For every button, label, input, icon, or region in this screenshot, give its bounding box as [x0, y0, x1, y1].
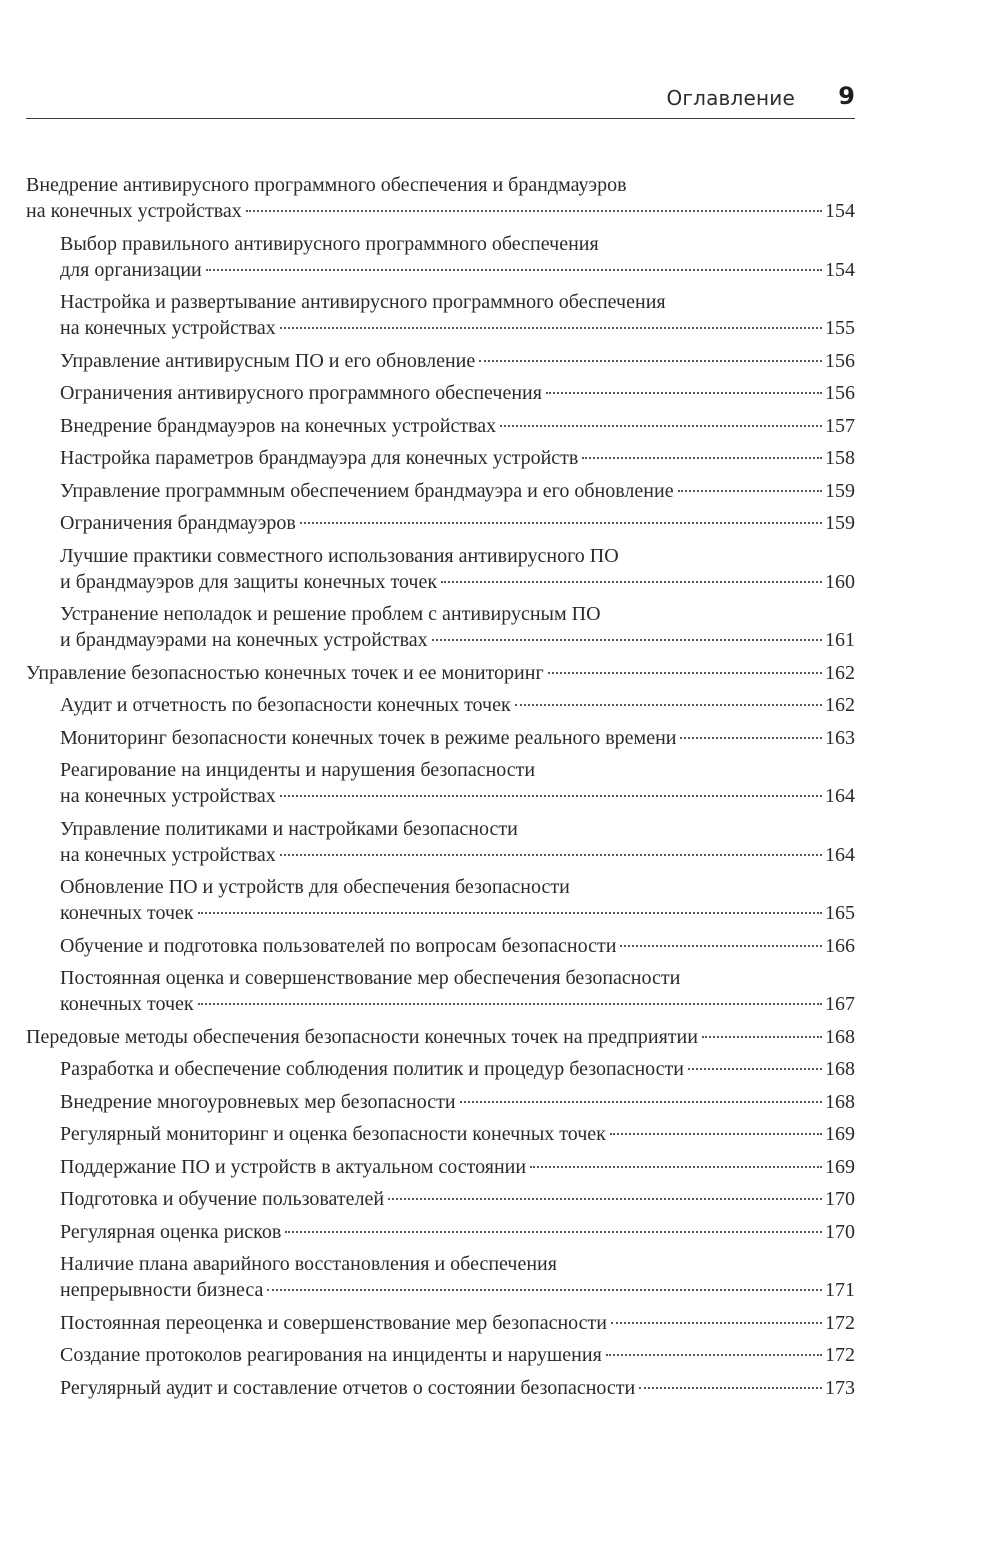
toc-page-number: 164 — [825, 843, 855, 866]
toc-subsection-entry — [26, 510, 855, 536]
toc-entry-last-line — [26, 660, 855, 686]
toc-entry-text-line: Устранение неполадок и решение проблем с антивирусным ПО — [60, 603, 601, 625]
toc-subsection-entry — [26, 1121, 855, 1147]
toc-entry-text-line: Реагирование на инциденты и нарушения безопасности — [60, 759, 536, 781]
toc-entry-text-line: Создание протоколов реагирования на инциденты и нарушения — [60, 1344, 602, 1366]
dot-leader — [246, 210, 822, 212]
dot-leader — [702, 1036, 822, 1038]
toc-entry-last-line — [60, 1154, 855, 1180]
dot-leader — [582, 457, 822, 459]
toc-page-number: 172 — [825, 1344, 855, 1366]
toc-entry-text-line: Аудит и отчетность по безопасности конечных точек — [60, 694, 511, 716]
toc-page-number: 162 — [825, 661, 855, 684]
toc-section-entry — [26, 1024, 855, 1050]
toc-subsection-entry — [26, 933, 855, 959]
dot-leader — [441, 581, 822, 583]
toc-entry-text-line: Обновление ПО и устройств для обеспечения безопасности — [60, 876, 570, 898]
toc-subsection-entry — [26, 692, 855, 718]
toc-entry-text-line: Регулярный аудит и составление отчетов о состоянии безопасности — [60, 1376, 636, 1399]
toc-page-number: 156 — [825, 349, 855, 372]
toc-subsection-entry — [26, 1219, 855, 1245]
toc-page-number: 168 — [825, 1025, 855, 1048]
toc-entry-last-line — [60, 627, 855, 653]
toc-entry-last-line — [60, 991, 855, 1017]
toc-page-number: 155 — [825, 317, 855, 339]
toc-entry-text-line: Внедрение брандмауэров на конечных устройствах — [60, 414, 497, 437]
toc-subsection-entry — [26, 1056, 855, 1082]
dot-leader — [639, 1387, 822, 1389]
toc-entry-last-line — [60, 1186, 855, 1212]
toc-page-number: 154 — [825, 200, 855, 222]
toc-page-number: 164 — [825, 785, 855, 807]
toc-subsection-entry — [26, 757, 855, 809]
header-title: Оглавление — [666, 86, 795, 110]
toc-page-number: 173 — [825, 1376, 855, 1399]
toc-entry-last-line — [60, 445, 855, 471]
toc-entry-text-line: на конечных устройствах — [60, 843, 276, 866]
toc-entry-text-line: и брандмауэров для защиты конечных точек — [60, 570, 438, 593]
dot-leader — [680, 737, 822, 739]
toc-entry-last-line — [60, 1056, 855, 1082]
toc-page-number: 158 — [825, 447, 855, 469]
toc-page-number: 161 — [825, 629, 855, 651]
dot-leader — [479, 360, 822, 362]
toc-section-entry — [26, 172, 855, 224]
toc-entry-text-line: Мониторинг безопасности конечных точек в режиме реального времени — [60, 726, 677, 749]
toc-entry-last-line — [60, 1089, 855, 1115]
dot-leader — [285, 1231, 822, 1233]
toc-entry-text-line: Регулярный мониторинг и оценка безопасности конечных точек — [60, 1123, 606, 1145]
toc-page-number: 172 — [825, 1311, 855, 1334]
toc-entry-last-line — [60, 348, 855, 374]
toc-subsection-entry — [26, 601, 855, 653]
toc-entry-text-line: Внедрение антивирусного программного обеспечения и брандмауэров — [26, 174, 627, 196]
toc-entry-text-line: конечных точек — [60, 993, 194, 1015]
toc-entry-text-line: непрерывности бизнеса — [60, 1279, 264, 1301]
toc-entry-last-line — [60, 257, 855, 283]
toc-entry-last-line — [60, 725, 855, 751]
toc-entry-text-line: и брандмауэрами на конечных устройствах — [60, 629, 428, 651]
toc-entry-last-line — [60, 842, 855, 868]
dot-leader — [500, 425, 822, 427]
dot-leader — [388, 1198, 822, 1200]
toc-page-number: 159 — [825, 512, 855, 534]
toc-entry-last-line — [60, 900, 855, 926]
toc-page-number: 163 — [825, 726, 855, 749]
toc-subsection-entry — [26, 816, 855, 868]
toc-entry-last-line — [60, 1342, 855, 1368]
toc-entry-last-line — [60, 1219, 855, 1245]
toc-subsection-entry — [26, 1375, 855, 1401]
toc-subsection-entry — [26, 1089, 855, 1115]
toc-subsection-entry — [26, 413, 855, 439]
toc-entry-last-line — [60, 1310, 855, 1336]
toc-entry-text-line: на конечных устройствах — [60, 317, 276, 339]
toc-entry-text-line: Наличие плана аварийного восстановления и обеспечения — [60, 1253, 557, 1275]
toc-page-number: 166 — [825, 934, 855, 957]
toc-entry-text-line: Управление антивирусным ПО и его обновление — [60, 349, 476, 372]
dot-leader — [515, 704, 822, 706]
toc-entry-text-line: Настройка параметров брандмауэра для конечных устройств — [60, 447, 579, 469]
toc-entry-text-line: на конечных устройствах — [26, 200, 242, 222]
toc-page-number: 168 — [825, 1090, 855, 1113]
toc-subsection-entry — [26, 965, 855, 1017]
dot-leader — [432, 639, 822, 641]
dot-leader — [460, 1101, 822, 1103]
dot-leader — [280, 854, 822, 856]
toc-subsection-entry — [26, 445, 855, 471]
toc-entry-text-line: Управление программным обеспечением брандмауэра и его обновление — [60, 479, 674, 502]
toc-subsection-entry — [26, 1186, 855, 1212]
toc-entry-text-line: Лучшие практики совместного использования антивирусного ПО — [60, 544, 619, 567]
toc-entry-text-line: Управление политиками и настройками безопасности — [60, 817, 518, 840]
toc-entry-text-line: Постоянная переоценка и совершенствование мер безопасности — [60, 1311, 607, 1334]
toc-subsection-entry — [26, 1251, 855, 1303]
dot-leader — [300, 522, 822, 524]
toc-page-number: 169 — [825, 1123, 855, 1145]
toc-entry-last-line — [60, 380, 855, 406]
toc-entry-text-line: Поддержание ПО и устройств в актуальном состоянии — [60, 1155, 527, 1178]
toc-entry-last-line — [60, 1375, 855, 1401]
toc-page-number: 165 — [825, 902, 855, 924]
toc-entry-text-line: Регулярная оценка рисков — [60, 1220, 282, 1243]
dot-leader — [530, 1166, 822, 1168]
table-of-contents — [26, 172, 855, 1407]
dot-leader — [606, 1354, 822, 1356]
toc-entry-text-line: на конечных устройствах — [60, 785, 276, 807]
toc-subsection-entry — [26, 289, 855, 341]
dot-leader — [546, 392, 822, 394]
toc-page-number: 169 — [825, 1155, 855, 1178]
toc-subsection-entry — [26, 478, 855, 504]
toc-entry-text-line: Ограничения антивирусного программного обеспечения — [60, 382, 542, 404]
dot-leader — [548, 672, 822, 674]
toc-page-number: 170 — [825, 1220, 855, 1243]
toc-entry-last-line — [60, 1121, 855, 1147]
toc-entry-last-line — [60, 1277, 855, 1303]
toc-entry-text-line: Передовые методы обеспечения безопасности конечных точек на предприятии — [26, 1025, 698, 1048]
toc-entry-last-line — [60, 478, 855, 504]
dot-leader — [198, 1003, 822, 1005]
toc-entry-text-line: Подготовка и обучение пользователей — [60, 1188, 385, 1210]
dot-leader — [198, 912, 822, 914]
toc-page-number: 167 — [825, 993, 855, 1015]
toc-page-number: 171 — [825, 1279, 855, 1301]
dot-leader — [280, 795, 822, 797]
toc-entry-text-line: Разработка и обеспечение соблюдения политик и процедур безопасности — [60, 1058, 684, 1080]
toc-entry-text-line: конечных точек — [60, 902, 194, 924]
dot-leader — [611, 1322, 822, 1324]
toc-entry-text-line: Обучение и подготовка пользователей по вопросам безопасности — [60, 934, 617, 957]
toc-page-number: 157 — [825, 414, 855, 437]
dot-leader — [280, 327, 822, 329]
toc-entry-text-line: Постоянная оценка и совершенствование мер обеспечения безопасности — [60, 967, 681, 989]
toc-entry-last-line — [26, 1024, 855, 1050]
toc-subsection-entry — [26, 380, 855, 406]
toc-page-number: 159 — [825, 479, 855, 502]
toc-page-number: 168 — [825, 1058, 855, 1080]
toc-page-number: 170 — [825, 1188, 855, 1210]
toc-entry-last-line — [60, 569, 855, 595]
toc-entry-last-line — [60, 315, 855, 341]
toc-entry-text-line: Выбор правильного антивирусного программного обеспечения — [60, 232, 599, 255]
dot-leader — [206, 269, 822, 271]
dot-leader — [610, 1133, 822, 1135]
toc-subsection-entry — [26, 1154, 855, 1180]
toc-entry-last-line — [60, 413, 855, 439]
header-page-number: 9 — [838, 82, 855, 110]
toc-subsection-entry — [26, 231, 855, 283]
toc-entry-text-line: Внедрение многоуровневых мер безопасности — [60, 1090, 456, 1113]
toc-entry-text-line: Ограничения брандмауэров — [60, 512, 296, 534]
toc-page-number: 160 — [825, 570, 855, 593]
toc-section-entry — [26, 660, 855, 686]
toc-subsection-entry — [26, 874, 855, 926]
toc-entry-last-line — [60, 692, 855, 718]
toc-page-number: 156 — [825, 382, 855, 404]
toc-page-number: 154 — [825, 258, 855, 281]
toc-entry-text-line: Настройка и развертывание антивирусного программного обеспечения — [60, 291, 666, 313]
toc-entry-last-line — [60, 510, 855, 536]
running-header — [26, 80, 855, 119]
toc-subsection-entry — [26, 1342, 855, 1368]
toc-entry-last-line — [60, 933, 855, 959]
toc-entry-text-line: Управление безопасностью конечных точек и ее мониторинг — [26, 661, 544, 684]
toc-entry-last-line — [60, 783, 855, 809]
toc-entry-text-line: для организации — [60, 258, 202, 281]
dot-leader — [620, 945, 822, 947]
toc-entry-last-line — [26, 198, 855, 224]
dot-leader — [688, 1068, 822, 1070]
toc-page-number: 162 — [825, 694, 855, 716]
dot-leader — [678, 490, 822, 492]
toc-subsection-entry — [26, 725, 855, 751]
toc-subsection-entry — [26, 543, 855, 595]
toc-subsection-entry — [26, 1310, 855, 1336]
dot-leader — [267, 1289, 822, 1291]
toc-subsection-entry — [26, 348, 855, 374]
